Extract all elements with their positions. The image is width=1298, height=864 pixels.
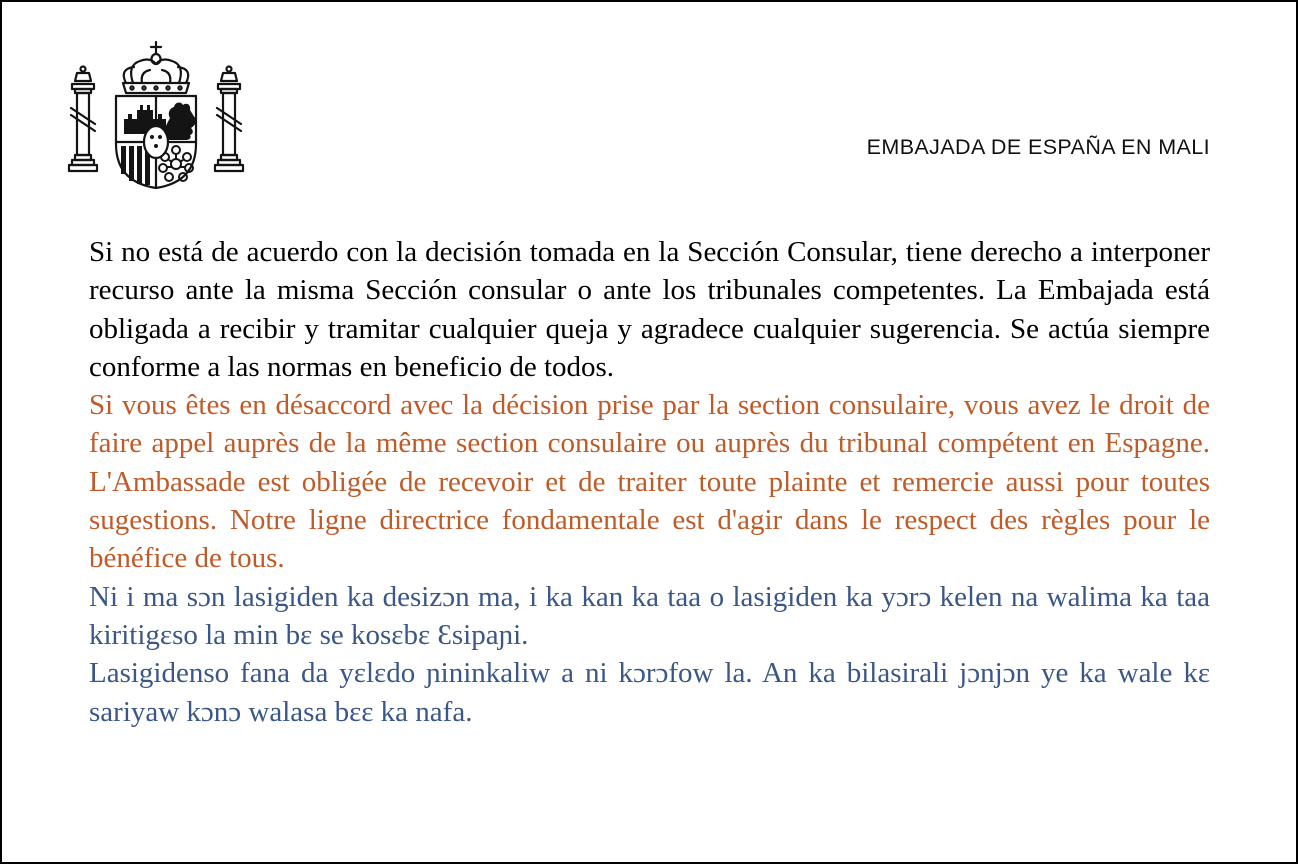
paragraph-bambara-1: Ni i ma sɔn lasigiden ka desizɔn ma, i ka kan ka taa o lasigiden ka yɔrɔ kelen na walima ka taa kiritigɛso la min bɛ se kosɛbɛ Ɛsipaɲi. [89, 580, 1210, 651]
paragraph-french: Si vous êtes en désaccord avec la décision prise par la section consulaire, vous avez le droit de faire appel auprès de la même section consulaire ou auprès du tribunal compétent en Espagne. L'Ambassade est obligée de recevoir et de traiter toute plainte et remercie aussi pour toutes sugestions. Notre ligne directrice fondamentale est d'agir dans le respect des règles pour le bénéfice de tous. [89, 389, 1210, 575]
spain-coat-of-arms-icon [60, 36, 252, 196]
paragraph-spanish: Si no está de acuerdo con la decisión tomada en la Sección Consular, tiene derecho a interponer recurso ante la misma Sección consular o ante los tribunales competentes. La Embajada está obligada a recibir y tramitar cualquier queja y agradece cualquier sugerencia. Se actúa siempre conforme a las normas en beneficio de todos. [89, 236, 1210, 383]
document-body [89, 233, 1210, 731]
embassy-header-title: EMBAJADA DE ESPAÑA EN MALI [866, 135, 1210, 159]
paragraph-bambara-2: Lasigidenso fana da yɛlɛdo ɲininkaliw a ni kɔrɔfow la. An ka bilasirali jɔnjɔn ye ka wale kɛ sariyaw kɔnɔ walasa bɛɛ ka nafa. [89, 657, 1210, 728]
